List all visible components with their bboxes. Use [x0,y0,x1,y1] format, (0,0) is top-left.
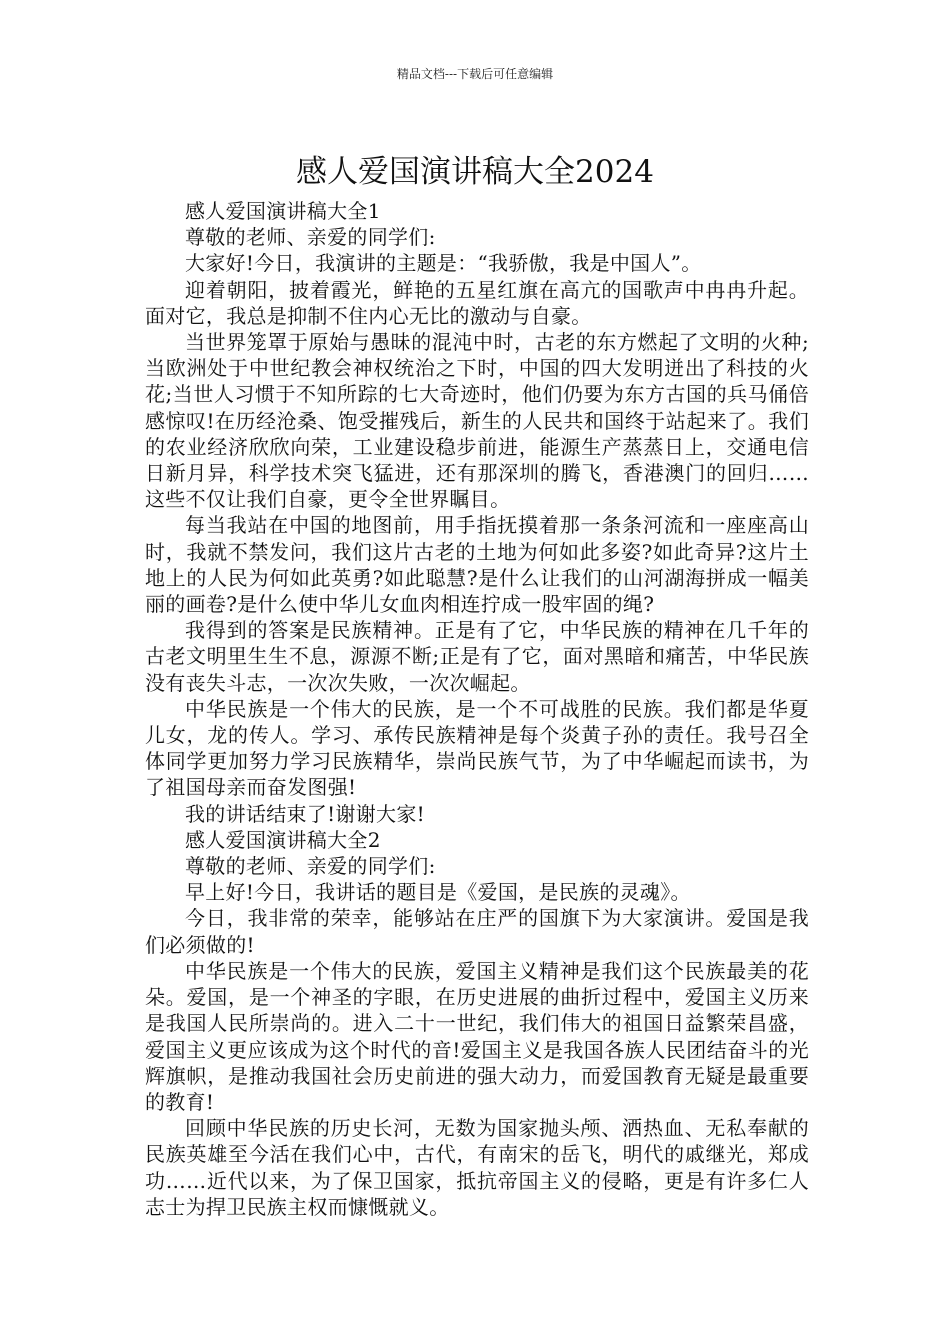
paragraph: 每当我站在中国的地图前，用手指抚摸着那一条条河流和一座座高山时，我就不禁发问，我们这片古老的土地为何如此多姿?如此奇异?这片土地上的人民为何如此英勇?如此聪慧?是什么让我们的山河湖海拼成一幅美丽的画卷?是什么使中华儿女血肉相连拧成一股牢固的绳? [145,513,809,617]
paragraph: 感人爱国演讲稿大全1 [185,199,381,223]
paragraph: 中华民族是一个伟大的民族，爱国主义精神是我们这个民族最美的花朵。爱国，是一个神圣的字眼，在历史进展的曲折过程中，爱国主义历来是我国人民所崇尚的。进入二十一世纪，我们伟大的祖国日益繁荣昌盛，爱国主义更应该成为这个时代的音!爱国主义是我国各族人民团结奋斗的光辉旗帜，是推动我国社会历史前进的强大动力，而爱国教育无疑是最重要的教育! [145,958,809,1114]
paragraph: 我得到的答案是民族精神。正是有了它，中华民族的精神在几千年的古老文明里生生不息，源源不断;正是有了它，面对黑暗和痛苦，中华民族没有丧失斗志，一次次失败，一次次崛起。 [145,618,809,695]
document-body [145,198,809,1220]
paragraph: 当世界笼罩于原始与愚昧的混沌中时，古老的东方燃起了文明的火种;当欧洲处于中世纪教会神权统治之下时，中国的四大发明迸出了科技的火花;当世人习惯于不知所踪的七大奇迹时，他们仍要为东方古国的兵马俑倍感惊叹!在历经沧桑、饱受摧残后，新生的人民共和国终于站起来了。我们的农业经济欣欣向荣，工业建设稳步前进，能源生产蒸蒸日上，交通电信日新月异，科学技术突飞猛进，还有那深圳的腾飞，香港澳门的回归……这些不仅让我们自豪，更令全世界瞩目。 [145,330,809,512]
paragraph: 尊敬的老师、亲爱的同学们: [185,225,436,250]
header-note: 精品文档---下载后可任意编辑 [396,67,554,81]
paragraph: 早上好!今日，我讲话的题目是《爱国，是民族的灵魂》。 [185,880,691,905]
paragraph: 大家好!今日，我演讲的主题是：“我骄傲，我是中国人”。 [185,251,702,276]
paragraph: 中华民族是一个伟大的民族，是一个不可战胜的民族。我们都是华夏儿女，龙的传人。学习、承传民族精神是每个炎黄子孙的责任。我号召全体同学更加努力学习民族精华，崇尚民族气节，为了中华崛起而读书，为了祖国母亲而奋发图强! [145,696,809,800]
paragraph: 我的讲话结束了!谢谢大家! [185,801,425,826]
paragraph: 今日，我非常的荣幸，能够站在庄严的国旗下为大家演讲。爱国是我们必须做的! [145,906,809,957]
paragraph: 尊敬的老师、亲爱的同学们: [185,854,436,879]
document-title: 感人爱国演讲稿大全2024 [296,153,654,190]
paragraph: 回顾中华民族的历史长河，无数为国家抛头颅、洒热血、无私奉献的民族英雄至今活在我们心中，古代，有南宋的岳飞，明代的戚继光，郑成功……近代以来，为了保卫国家，抵抗帝国主义的侵略，更是有许多仁人志士为捍卫民族主权而慷慨就义。 [145,1116,809,1219]
paragraph: 感人爱国演讲稿大全2 [185,827,381,852]
paragraph: 迎着朝阳，披着霞光，鲜艳的五星红旗在高亢的国歌声中冉冉升起。面对它，我总是抑制不住内心无比的激动与自豪。 [145,277,809,328]
